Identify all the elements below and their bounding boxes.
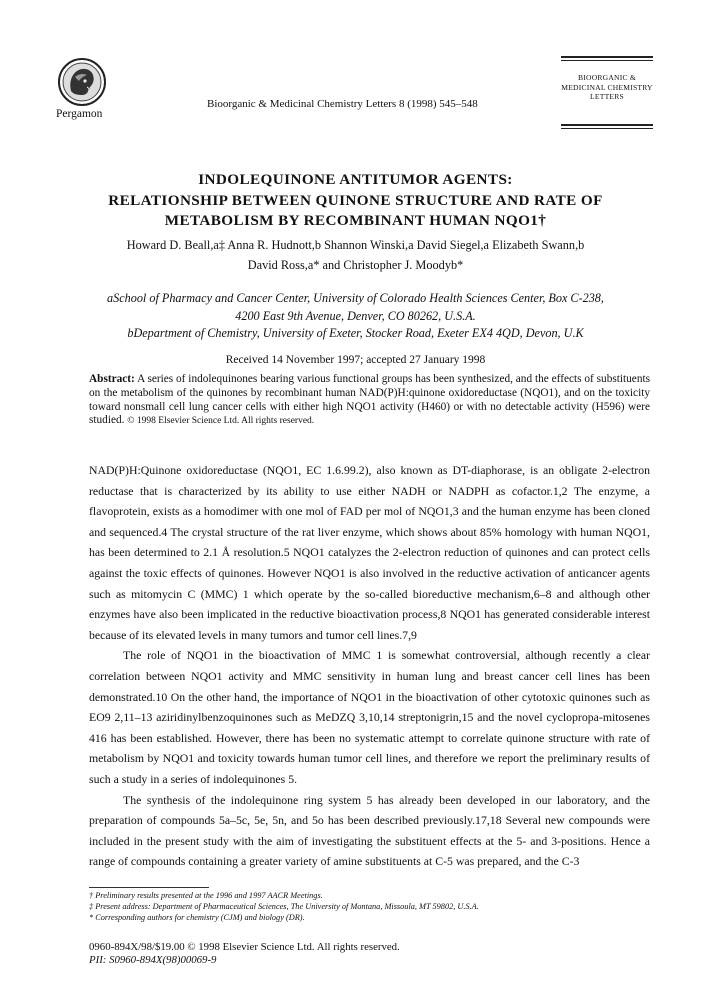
- journal-name-line: LETTERS: [590, 92, 624, 101]
- abstract-text: A series of indolequinones bearing various functional groups has been synthesized, and the effects of substituents on the metabolism of the quinones by recombinant human NAD(P)H:quinone oxidoreductase (NQO1), and on the toxicity toward nonsmall cell lung cancer cells with either high NQO1 activity (H460) or with no detectable activity (H596) were studied.: [89, 373, 651, 427]
- journal-citation: Bioorganic & Medicinal Chemistry Letters 8 (1998) 545–548: [207, 98, 478, 110]
- footnote-rule: [89, 887, 209, 888]
- received-dates: Received 14 November 1997; accepted 27 January 1998: [225, 354, 486, 366]
- body-paragraph: The role of NQO1 in the bioactivation of MMC 1 is somewhat controversial, although recently a clear correlation between NQO1 activity and MMC sensitivity in human lung and breast cancer cell lines has been demonstrated.10 On the other hand, the importance of NQO1 in the bioactivation of other cytotoxic quinones such as EO9 2,11–13 aziridinylbenzoquinones such as MeDZQ 3,10,14 streptonigrin,15 and the novel cyclopropa-mitosenes 416 has been established. However, there has been no systematic attempt to correlate quinone structure with rate of metabolism by NQO1 and toxicity towards human tumor cell lines, and therefore we report the preliminary results of such a study in a series of indolequinones 5.: [89, 648, 650, 786]
- title-line: RELATIONSHIP BETWEEN QUINONE STRUCTURE AND RATE OF: [108, 191, 603, 209]
- journal-name-line: BIOORGANIC &: [578, 73, 636, 82]
- issn-line: 0960-894X/98/$19.00 © 1998 Elsevier Science Ltd. All rights reserved.: [89, 941, 400, 953]
- publisher-logo: [57, 57, 107, 107]
- page-footer: [89, 941, 400, 967]
- author-list: [80, 235, 631, 275]
- abstract-label: Abstract:: [89, 373, 135, 385]
- affiliations: [60, 290, 651, 343]
- abstract: [89, 373, 650, 429]
- pii-line: PII: S0960-894X(98)00069-9: [89, 954, 217, 966]
- journal-name: [561, 73, 653, 102]
- footnotes: [89, 890, 650, 923]
- publisher-name: Pergamon: [56, 108, 103, 120]
- affiliation-line: 4200 East 9th Avenue, Denver, CO 80262, U.S.A.: [235, 308, 476, 323]
- footnote: * Corresponding authors for chemistry (CJM) and biology (DR).: [89, 913, 305, 922]
- title-line: METABOLISM BY RECOMBINANT HUMAN NQO1†: [164, 212, 547, 229]
- author-line: David Ross,a* and Christopher J. Moodyb*: [247, 258, 464, 272]
- page-header: [0, 0, 711, 140]
- abstract-copyright: © 1998 Elsevier Science Ltd. All rights reserved.: [127, 416, 315, 427]
- header-rule-top-thin: [561, 60, 653, 61]
- affiliation-line: aSchool of Pharmacy and Cancer Center, University of Colorado Health Sciences Center, Box C-238,: [107, 291, 604, 305]
- body-paragraph: NAD(P)H:Quinone oxidoreductase (NQO1, EC 1.6.99.2), also known as DT-diaphorase, is an obligate 2-electron reductase that is characterized by its ability to use either NADH or NADPH as cofactor.1,2 The enzyme, a flavoprotein, exists as a homodimer with one mol of FAD per mol of NQO1,3 and the human enzyme has been cloned and sequenced.4 The crystal structure of the rat liver enzyme, which shows about 85% homology with human NQO1, has been determined to 2.1 Å resolution.5 NQO1 catalyzes the 2-electron reduction of quinones and can protect cells against the toxic effects of quinones. However NQO1 is also involved in the reductive activation of anticancer agents such as mitomycin C (MMC) 1 which operate by the so-called bioreductive mechanism,6–8 and although other enzymes have also been implicated in the reductive bioactivation process,8 NQO1 has generated considerable interest because of its elevated levels in many tumors and tumor cell lines.7,9: [89, 463, 650, 642]
- footnote: † Preliminary results presented at the 1996 and 1997 AACR Meetings.: [89, 891, 323, 900]
- title-line: INDOLEQUINONE ANTITUMOR AGENTS:: [198, 171, 513, 188]
- affiliation-line: bDepartment of Chemistry, University of Exeter, Stocker Road, Exeter EX4 4QD, Devon, U.K: [127, 326, 584, 340]
- header-rule-top: [561, 56, 653, 58]
- author-line: Howard D. Beall,a‡ Anna R. Hudnott,b Shannon Winski,a David Siegel,a Elizabeth Swann,b: [126, 238, 585, 252]
- body-paragraph: The synthesis of the indolequinone ring system 5 has already been developed in our laboratory, and the preparation of compounds 5a–5c, 5e, 5n, and 5o has been described previously.17,18 Several new compounds were included in the present study with the aim of investigating the substituent effects at the 5- and 3-positions. Hence a range of compounds containing a greater variety of amine substituents at C-5 was prepared, and the C-3: [89, 792, 650, 869]
- journal-name-line: MEDICINAL CHEMISTRY: [561, 82, 653, 92]
- article-title: [90, 170, 621, 232]
- body-text: [89, 460, 650, 872]
- header-rule-bottom-thin: [561, 128, 653, 129]
- footnote: ‡ Present address: Department of Pharmaceutical Sciences, The University of Montana, Missoula, MT 59802, U.S.A.: [89, 902, 479, 911]
- header-rule-bottom: [561, 124, 653, 126]
